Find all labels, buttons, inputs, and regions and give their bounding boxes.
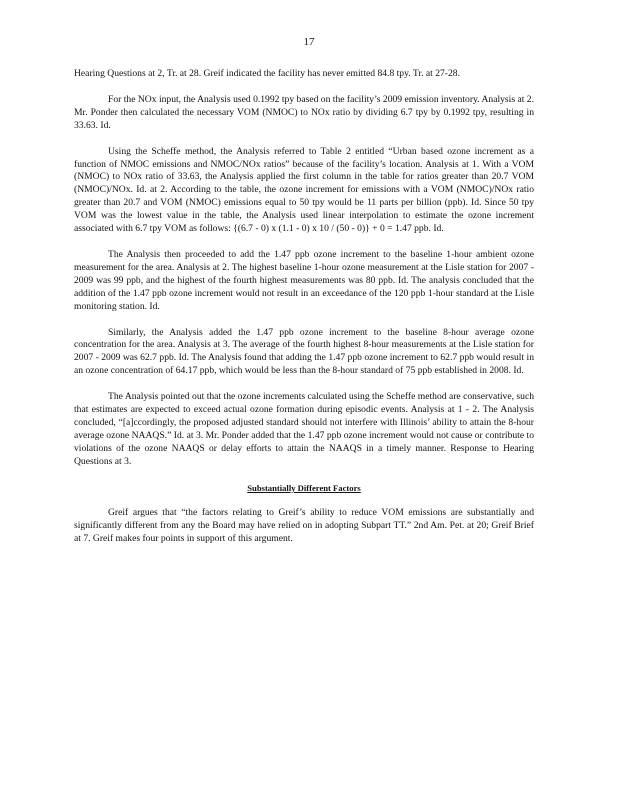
document-body (74, 68, 534, 559)
paragraph-nox-input: For the NOx input, the Analysis used 0.1992 tpy based on the facility’s 2009 emission inventory. Analysis at 2. Mr. Ponder then calculated the necessary VOM (NMOC) to NOx ratio by dividing 6.7 tpy by 0.1992 tpy, resulting in 33.63. Id. (74, 93, 534, 131)
paragraph-1-hour-ozone: The Analysis then proceeded to add the 1.47 ppb ozone increment to the baseline 1-hour ambient ozone measurement for the area. Analysis at 2. The highest baseline 1-hour ozone measurement at the Lisle station for 2007 - 2009 was 99 ppb, and the highest of the fourth highest measurements was 80 ppb. Id. The analysis concluded that the addition of the 1.47 ppb ozone increment would not result in an exceedance of the 120 ppb 1-hour standard at the Lisle monitoring station. Id. (74, 248, 534, 312)
paragraph-continuation: Hearing Questions at 2, Tr. at 28. Greif indicated the facility has never emitted 84.8 tpy. Tr. at 27-28. (74, 68, 460, 79)
paragraph-conservative-estimates: The Analysis pointed out that the ozone increments calculated using the Scheffe method are conservative, such that estimates are expected to exceed actual ozone formation during episodic events. Analysis at 1 - 2. The Analysis concluded, “[a]ccordingly, the proposed adjusted standard should not interfere with Illinois’ ability to attain the 8-hour average ozone NAAQS.” Id. at 3. Mr. Ponder added that the 1.47 ppb ozone increment would not cause or contribute to violations of the ozone NAAQS or delay efforts to attain the NAAQS in a timely manner. Response to Hearing Questions at 3. (74, 391, 534, 467)
section-heading (74, 482, 534, 495)
paragraph-greif-argues: Greif argues that “the factors relating to Greif’s ability to reduce VOM emissions are substantially and significantly different from any the Board may have relied on in adopting Subpart TT.” 2nd Am. Pet. at 20; Greif Brief at 7. Greif makes four points in support of this argument. (74, 507, 534, 545)
paragraph-8-hour-ozone: Similarly, the Analysis added the 1.47 ppb ozone increment to the baseline 8-hour average ozone concentration for the area. Analysis at 3. The average of the fourth highest 8-hour measurements at the Lisle station for 2007 - 2009 was 62.7 ppb. Id. The Analysis found that adding the 1.47 ppb ozone increment to 62.7 ppb would result in an ozone concentration of 64.17 ppb, which would be less than the 8-hour standard of 75 ppb established in 2008. Id. (74, 326, 534, 377)
page-number: 17 (303, 36, 315, 48)
paragraph-scheffe-method: Using the Scheffe method, the Analysis referred to Table 2 entitled “Urban based ozone increment as a function of NMOC emissions and NMOC/NOx ratios” because of the facility’s location. Analysis at 1. With a VOM (NMOC) to NOx ratio of 33.63, the Analysis applied the first column in the table for ratios greater than 20.7 VOM (NMOC)/NOx. Id. at 2. According to the table, the ozone increment for emissions with a VOM (NMOC)/NOx ratio greater than 20.7 and VOM (NMOC) emissions equal to 50 tpy would be 11 parts per billion (ppb). Id. Since 50 tpy VOM was the lowest value in the table, the Analysis used linear interpolation to estimate the ozone increment associated with 6.7 tpy VOM as follows: {(6.7 - 0) x (1.1 - 0) x 10 / (50 - 0)} + 0 = 1.47 ppb. Id. (74, 145, 534, 235)
section-heading-text: Substantially Different Factors (247, 482, 361, 493)
